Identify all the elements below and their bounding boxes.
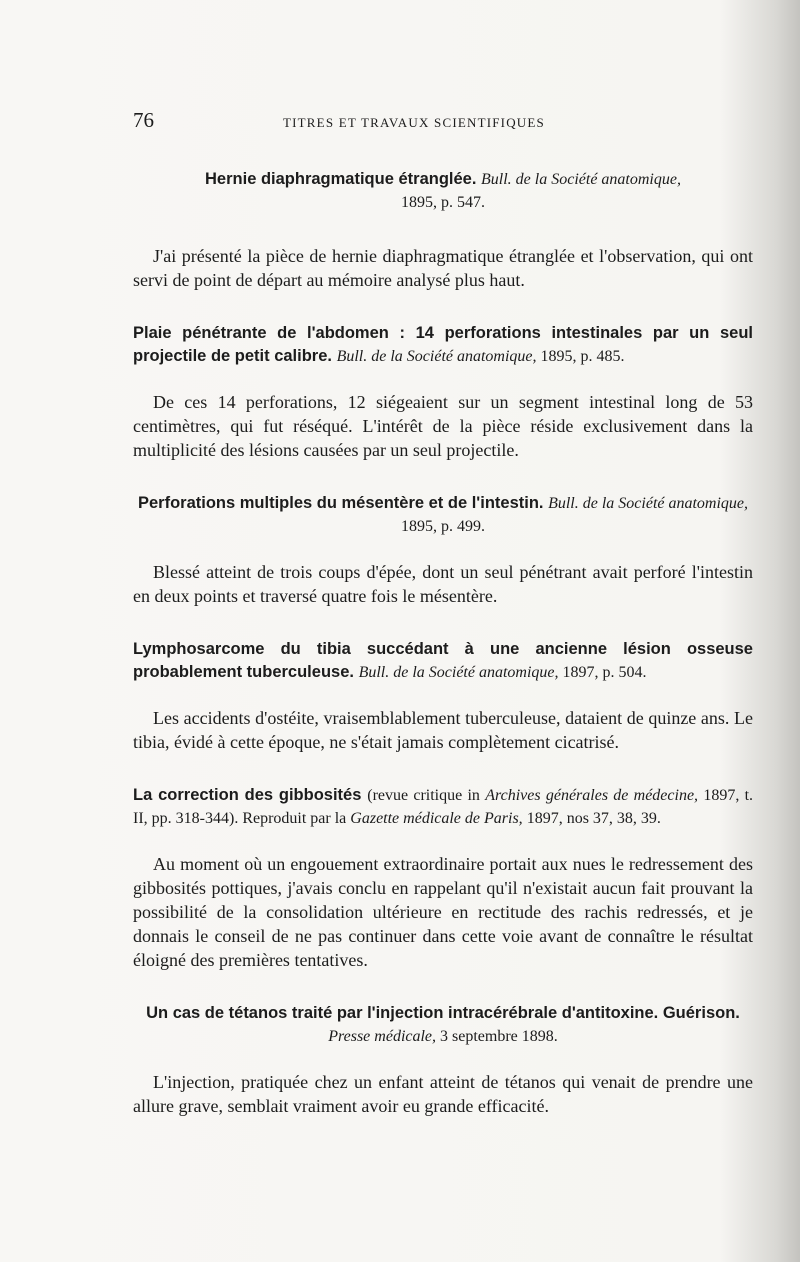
entry-title-text: Lymphosarcome du tibia succédant à une ancienne lésion osseuse probablement tuberculeuse. bbox=[133, 640, 753, 681]
source-details: 1895, p. 485. bbox=[540, 348, 625, 365]
entry-text: Les accidents d'ostéite, vraisemblablement tuberculeuse, dataient de quinze ans. Le tibia, évidé à cette époque, ne s'était jamais complètement cicatrisé. bbox=[133, 708, 753, 752]
source-journal: Bull. de la Société anatomique, bbox=[481, 171, 681, 188]
note-prefix: (revue critique in bbox=[367, 787, 480, 804]
entry-title-text: La correction des gibbosités bbox=[133, 786, 362, 804]
page-number: 76 bbox=[133, 108, 154, 132]
running-title: TITRES ET TRAVAUX SCIENTIFIQUES bbox=[283, 115, 545, 130]
entry-text: Au moment où un engouement extraordinaire portait aux nues le redressement des gibbosités pottiques, j'avais conclu en rappelant qu'il n'existait aucun fait prouvant la possibilité de la consolidation ultérieure en rectitude des rachis redressés, et je donnais le conseil de ne pas continuer dans cette voie avant de connaître le résultat éloigné des premières tentatives. bbox=[133, 854, 753, 970]
note-end: 1897, nos 37, 38, 39. bbox=[526, 810, 661, 827]
entry-title-text: Un cas de tétanos traité par l'injection intracérébrale d'antitoxine. Guérison. bbox=[146, 1004, 740, 1022]
entry-title bbox=[133, 784, 753, 830]
entry-title bbox=[133, 638, 753, 684]
note-mid: 1897, t. II, pp. 318-344). Reproduit par la bbox=[133, 787, 754, 827]
entry-title-text: Perforations multiples du mésentère et de l'intestin. bbox=[137, 494, 544, 512]
page-header bbox=[133, 108, 753, 132]
entry-title bbox=[133, 168, 753, 214]
note-journal-2: Gazette médicale de Paris, bbox=[350, 810, 523, 827]
entry-text: Blessé atteint de trois coups d'épée, dont un seul pénétrant avait perforé l'intestin en deux points et traversé quatre fois le mésentère. bbox=[133, 562, 753, 606]
source-details: 1895, p. 499. bbox=[401, 518, 485, 535]
source-details: 1895, p. 547. bbox=[401, 194, 485, 211]
source-journal: Bull. de la Société anatomique, bbox=[336, 348, 537, 365]
page-content bbox=[133, 108, 753, 1118]
entry-text: J'ai présenté la pièce de hernie diaphragmatique étranglée et l'observation, qui ont servi de point de départ au mémoire analysé plus haut. bbox=[133, 246, 753, 290]
entry-title bbox=[133, 492, 753, 538]
source-details: 1897, p. 504. bbox=[562, 664, 647, 681]
note-journal: Archives générales de médecine, bbox=[485, 787, 699, 804]
entry-text: L'injection, pratiquée chez un enfant atteint de tétanos qui venait de prendre une allure grave, semblait vraiment avoir eu grande efficacité. bbox=[133, 1072, 753, 1116]
entry-title-text: Plaie pénétrante de l'abdomen : 14 perforations intestinales par un seul projectile de petit calibre. bbox=[133, 324, 753, 365]
source-journal: Bull. de la Société anatomique, bbox=[358, 664, 559, 681]
entry-source bbox=[337, 348, 625, 365]
entry-source bbox=[328, 1028, 558, 1045]
entry-title-text: Hernie diaphragmatique étranglée. bbox=[205, 170, 477, 188]
entry-title bbox=[133, 322, 753, 368]
entry-title bbox=[133, 1002, 753, 1048]
source-journal: Presse médicale, bbox=[328, 1028, 437, 1045]
source-details: 3 septembre 1898. bbox=[440, 1028, 558, 1045]
source-journal: Bull. de la Société anatomique, bbox=[548, 495, 749, 512]
entry-text: De ces 14 perforations, 12 siégeaient sur un segment intestinal long de 53 centimètres, qui fut réséqué. L'intérêt de la pièce réside exclusivement dans la multiplicité des lésions causées par un seul projectile. bbox=[133, 392, 753, 460]
entry-source bbox=[359, 664, 647, 681]
